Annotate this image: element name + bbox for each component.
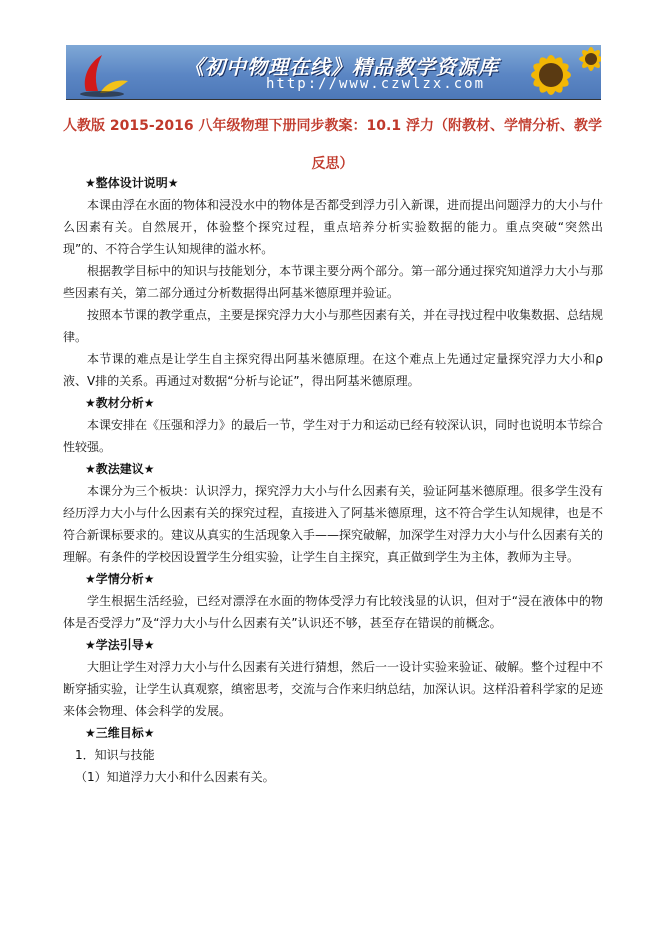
paragraph: 本课由浮在水面的物体和浸没水中的物体是否都受到浮力引入新课，进而提出问题浮力的大小与什么因素有关。自然展开，体验整个探究过程，重点培养分析实验数据的能力。重点突破“突然出现”的、不符合学生认知规律的溢水杯。 — [63, 198, 604, 256]
paragraph: 学生根据生活经验，已经对漂浮在水面的物体受浮力有比较浅显的认识，但对于“浸在液体中的物体是否受浮力”及“浮力大小与什么因素有关”认识还不够，甚至存在错误的前概念。 — [63, 594, 603, 630]
document-title: 人教版 2015-2016 八年级物理下册同步教案：10.1 浮力（附教材、学情分析、教学反思） — [63, 118, 602, 172]
list-item: （1）知道浮力大小和什么因素有关。 — [75, 770, 275, 784]
banner-title: 《初中物理在线》精品教学资源库 — [184, 55, 499, 79]
paragraph: 本节课的难点是让学生自主探究得出阿基米德原理。在这个难点上先通过定量探究浮力大小和ρ液、V排的关系。再通过对数据“分析与论证”，得出阿基米德原理。 — [63, 352, 603, 388]
section-heading-design: ★整体设计说明★ — [85, 176, 179, 190]
paragraph: 按照本节课的教学重点，主要是探究浮力大小与那些因素有关，并在寻找过程中收集数据、总结规律。 — [63, 308, 604, 344]
section-heading-objectives: ★三维目标★ — [85, 726, 155, 740]
paragraph: 大胆让学生对浮力大小与什么因素有关进行猜想，然后一一设计实验来验证、破解。整个过程中不断穿插实验，让学生认真观察，缜密思考，交流与合作来归纳总结，加深认识。这样沿着科学家的足迹来体会物理、体会科学的发展。 — [63, 660, 604, 718]
logo-icon — [72, 49, 132, 99]
section-heading-learning-guidance: ★学法引导★ — [85, 638, 155, 652]
sunflower-icon — [491, 45, 601, 99]
list-item: 1．知识与技能 — [75, 748, 155, 762]
section-heading-teaching-method: ★教法建议★ — [85, 462, 155, 476]
banner-url: http://www.czwlzx.com — [266, 76, 486, 92]
paragraph: 本课分为三个板块：认识浮力，探究浮力大小与什么因素有关，验证阿基米德原理。很多学生没有经历浮力大小与什么因素有关的探究过程，直接进入了阿基米德原理，这不符合学生认知规律，也是不符合新课标要求的。建议从真实的生活现象入手——探究破解，加深学生对浮力大小与什么因素有关的理解。有条件的学校因设置学生分组实验，让学生自主探究，真正做到学生为主体，教师为主导。 — [63, 484, 604, 564]
document-body — [63, 172, 603, 788]
header-banner — [66, 45, 601, 100]
paragraph: 根据教学目标中的知识与技能划分，本节课主要分两个部分。第一部分通过探究知道浮力大小与那些因素有关，第二部分通过分析数据得出阿基米德原理并验证。 — [63, 264, 604, 300]
paragraph: 本课安排在《压强和浮力》的最后一节，学生对于力和运动已经有较深认识，同时也说明本节综合性较强。 — [63, 418, 604, 454]
section-heading-student-analysis: ★学情分析★ — [85, 572, 155, 586]
section-heading-textbook: ★教材分析★ — [85, 396, 155, 410]
